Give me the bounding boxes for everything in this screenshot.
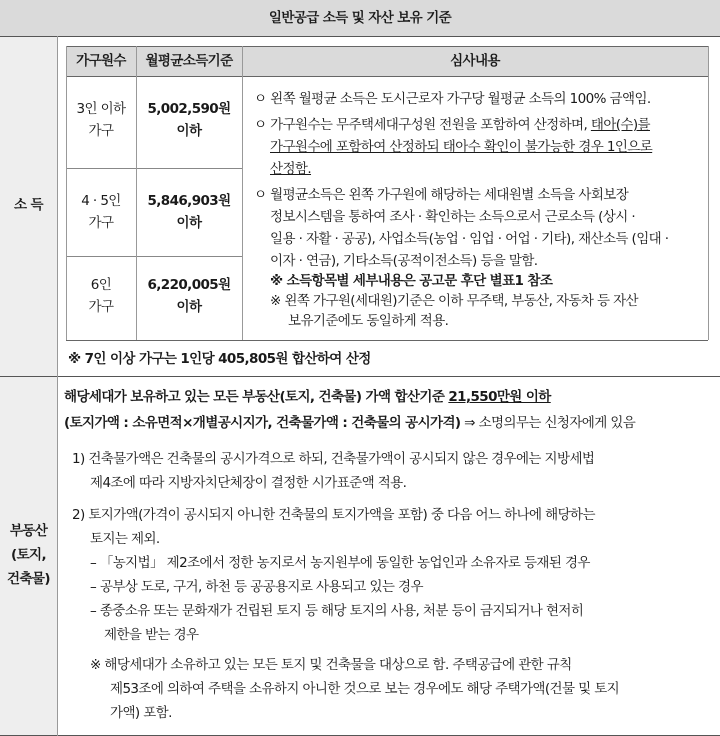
header-household: 가구원수: [76, 53, 126, 69]
review-paragraph-1: ㅇ 왼쪽 월평균 소득은 도시근로자 가구당 월평균 소득의 100% 금액임.: [254, 91, 651, 107]
row1-household: 3인 이하 가구: [76, 101, 126, 139]
review-note-2-line1: ※ 왼쪽 가구원(세대원)기준은 이하 무주택, 부동산, 자동차 등 자산: [270, 293, 638, 309]
income-footnote: ※ 7인 이상 가구는 1인당 405,805원 합산하여 산정: [68, 351, 371, 367]
property-label-line3: 건축물): [7, 571, 50, 587]
header-review: 심사내용: [450, 53, 500, 69]
property-dash2: – 공부상 도로, 구거, 하천 등 공공용지로 사용되고 있는 경우: [90, 579, 423, 595]
review-paragraph-2-line3: 산정함.: [270, 161, 312, 177]
property-item2-line2: 토지는 제외.: [90, 531, 160, 547]
property-dash1: – 「농지법」 제2조에서 정한 농지로서 농지원부에 동일한 농업인과 소유자로 등재된 경우: [90, 555, 590, 571]
review-paragraph-2-line1: ㅇ 가구원수는 무주택세대구성원 전원을 포함하여 산정하며, 태아(수)를: [254, 117, 650, 133]
review-paragraph-3-line2: 정보시스템을 통하여 조사 · 확인하는 소득으로서 근로소득 (상시 ·: [270, 209, 636, 225]
review-paragraph-3-line3: 일용 · 자활 · 공공), 사업소득(농업 · 임업 · 어업 · 기타), 재산소득 (임대 ·: [270, 231, 669, 247]
review-paragraph-3-line4: 이자 · 연금), 기타소득(공적이전소득) 등을 말함.: [270, 253, 538, 269]
row2-household: 4 · 5인 가구: [81, 193, 121, 231]
income-label: 소 득: [14, 197, 43, 213]
header-income-standard: 월평균소득기준: [145, 53, 233, 69]
property-dash3-line1: – 종중소유 또는 문화재가 건립된 토지 등 해당 토지의 사용, 처분 등이 금지되거나 현저히: [90, 603, 584, 619]
property-label-line2: (토지,: [11, 547, 46, 563]
property-item1-line2: 제4조에 따라 지방자치단체장이 결정한 시가표준액 적용.: [90, 475, 407, 491]
property-note-line3: 가액) 포함.: [110, 705, 172, 721]
review-paragraph-3-line1: ㅇ 월평균소득은 왼쪽 가구원에 해당하는 세대원별 소득을 사회보장: [254, 187, 629, 203]
property-note-line1: ※ 해당세대가 소유하고 있는 모든 토지 및 건축물을 대상으로 함. 주택공급에 관한 규칙: [90, 657, 572, 673]
page-title: 일반공급 소득 및 자산 보유 기준: [268, 10, 452, 26]
property-note-line2: 제53조에 의하여 주택을 소유하지 아니한 것으로 보는 경우에도 해당 주택가액(건물 및 토지: [110, 681, 620, 697]
row3-amount: 6,220,005원 이하: [147, 277, 231, 315]
row2-amount: 5,846,903원 이하: [147, 193, 231, 231]
property-label-line1: 부동산: [9, 523, 48, 539]
row1-amount: 5,002,590원 이하: [147, 101, 231, 139]
property-item2-line1: 2) 토지가액(가격이 공시되지 아니한 건축물의 토지가액을 포함) 중 다음 어느 하나에 해당하는: [72, 507, 595, 523]
review-note-1: ※ 소득항목별 세부내용은 공고문 후단 별표1 참조: [270, 273, 553, 289]
review-note-2-line2: 보유기준에도 동일하게 적용.: [288, 313, 449, 329]
property-dash3-line2: 제한을 받는 경우: [104, 627, 199, 643]
review-paragraph-2-line2: 가구원수에 포함하여 산정하되 태아수 확인이 불가능한 경우 1인으로: [270, 139, 653, 155]
property-headline: 해당세대가 보유하고 있는 모든 부동산(토지, 건축물) 가액 합산기준 21,550만원 이하: [64, 389, 551, 405]
row3-household: 6인 가구: [88, 277, 114, 315]
property-formula: (토지가액 : 소유면적×개별공시지가, 건축물가액 : 건축물의 공시가격) ⇒ 소명의무는 신청자에게 있음: [64, 415, 636, 431]
property-item1-line1: 1) 건축물가액은 건축물의 공시가격으로 하되, 건축물가액이 공시되지 않은 경우에는 지방세법: [72, 451, 595, 467]
